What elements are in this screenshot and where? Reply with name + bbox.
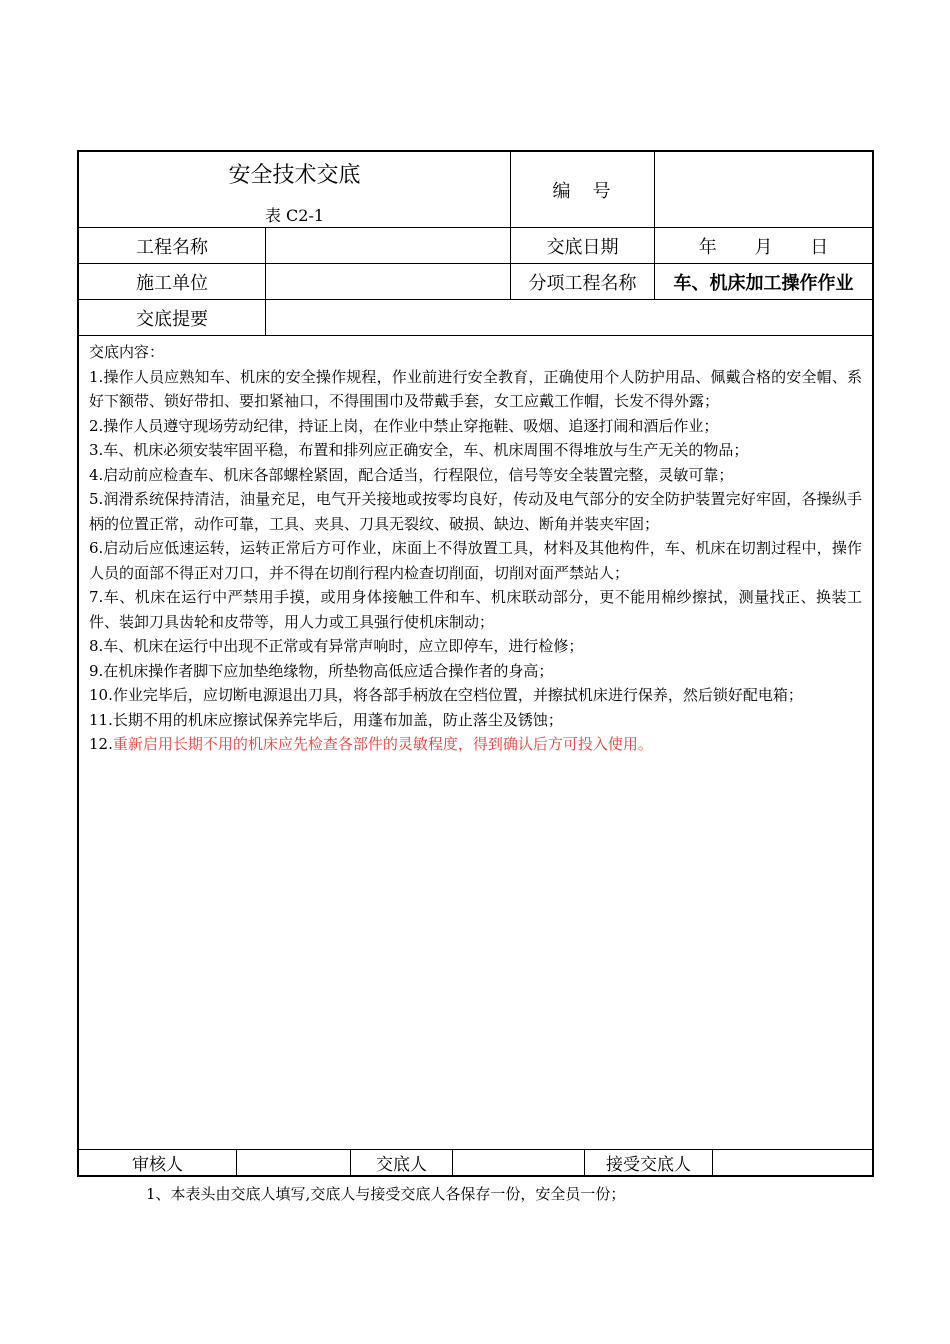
content-item-4: 4.启动前应检查车、机床各部螺栓紧固，配合适当，行程限位，信号等安全装置完整，灵敏可靠；	[89, 465, 734, 484]
presenter-field[interactable]	[453, 1150, 585, 1175]
reviewer-label: 审核人	[79, 1150, 237, 1175]
reviewer-field[interactable]	[237, 1150, 351, 1175]
project-name-label: 工程名称	[79, 228, 266, 263]
content-item-3: 3.车、机床必须安装牢固平稳，布置和排列应正确安全，车、机床周围不得堆放与生产无关的物品；	[89, 441, 749, 459]
content-heading: 交底内容：	[89, 343, 165, 361]
subproject-name-field[interactable]: 车、机床加工操作作业	[673, 272, 854, 294]
content-item-2: 2.操作人员遵守现场劳动纪律，持证上岗，在作业中禁止穿拖鞋、吸烟、追逐打闹和酒后作业；	[89, 416, 719, 435]
content-item-10: 10.作业完毕后，应切断电源退出刀具，将各部手柄放在空档位置，并擦拭机床进行保养，然后锁好配电箱；	[89, 686, 803, 704]
safety-disclosure-form	[77, 150, 874, 1177]
construction-unit-label: 施工单位	[79, 264, 266, 299]
content-item-9: 9.在机床操作者脚下应加垫绝缘物，所垫物高低应适合操作者的身高；	[89, 661, 554, 680]
content-item-12-number: 12.	[89, 735, 113, 753]
disclosure-content	[79, 336, 872, 1150]
title-cell	[79, 152, 511, 227]
serial-number-field[interactable]	[655, 152, 872, 227]
serial-number-label: 编号	[511, 152, 655, 227]
summary-label: 交底提要	[79, 300, 266, 335]
signature-row	[79, 1150, 872, 1175]
form-header-row	[79, 152, 872, 228]
form-number: 表 C2-1	[264, 205, 325, 225]
content-item-11: 11.长期不用的机床应擦试保养完毕后，用蓬布加盖，防止落尘及锈蚀；	[89, 710, 563, 729]
construction-unit-field[interactable]	[266, 264, 511, 299]
content-item-8: 8.车、机床在运行中出现不正常或有异常声响时，应立即停车，进行检修；	[89, 637, 584, 655]
project-row	[79, 228, 872, 264]
project-name-field[interactable]	[266, 228, 511, 263]
receiver-field[interactable]	[713, 1150, 872, 1175]
receiver-label: 接受交底人	[585, 1150, 713, 1175]
footnote: 1、本表头由交底人填写,交底人与接受交底人各保存一份，安全员一份；	[146, 1185, 626, 1203]
content-item-7: 7.车、机床在运行中严禁用手摸，或用身体接触工件和车、机床联动部分，更不能用棉纱擦拭，测量找正、换装工件、装卸刀具齿轮和皮带等，用人力或工具强行使机床制动；	[89, 588, 862, 631]
content-item-5: 5.润滑系统保持清洁，油量充足，电气开关接地或按零均良好，传动及电气部分的安全防护装置完好牢固，各操纵手柄的位置正常，动作可靠，工具、夹具、刀具无裂纹、破损、缺边、断角并装夹牢固；	[89, 490, 862, 533]
presenter-label: 交底人	[351, 1150, 453, 1175]
content-item-12	[89, 732, 862, 757]
content-item-1: 1.操作人员应熟知车、机床的安全操作规程，作业前进行安全教育，正确使用个人防护用品、佩戴合格的安全帽、系好下额带、锁好带扣、要扣紧袖口，不得围围巾及带戴手套，女工应戴工作帽，长发不得外露；	[89, 367, 862, 410]
content-item-12-text: 重新启用长期不用的机床应先检查各部件的灵敏程度，得到确认后方可投入使用。	[112, 735, 653, 753]
summary-field[interactable]	[266, 300, 872, 335]
unit-row	[79, 264, 872, 300]
form-title: 安全技术交底	[228, 162, 361, 188]
disclosure-date-field[interactable]: 年 月 日	[698, 236, 829, 258]
subproject-name-label: 分项工程名称	[511, 264, 655, 299]
summary-row	[79, 300, 872, 336]
content-item-6: 6.启动后应低速运转，运转正常后方可作业，床面上不得放置工具，材料及其他构件，车、机床在切割过程中，操作人员的面部不得正对刀口，并不得在切削行程内检查切削面，切削对面严禁站人；	[89, 539, 862, 582]
disclosure-date-label: 交底日期	[511, 228, 655, 263]
